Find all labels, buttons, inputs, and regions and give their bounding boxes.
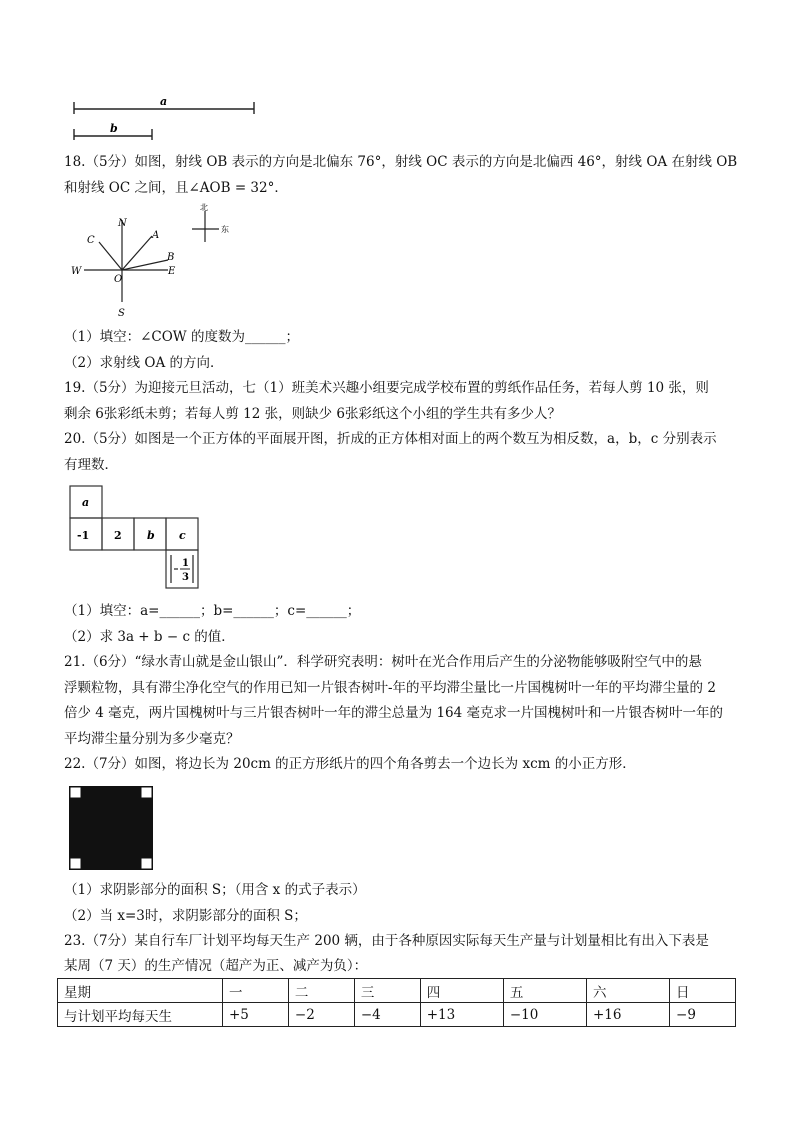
table-cell: 三 — [354, 979, 420, 1003]
compass-north-label: 北 — [200, 203, 208, 212]
table-cell: 二 — [288, 979, 354, 1003]
q20-line1: 20.（5分）如图是一个正方体的平面展开图，折成的正方体相对面上的两个数互为相反数，a，b，c 分别表示 — [64, 431, 717, 447]
label-C: C — [87, 235, 95, 246]
label-E: E — [168, 266, 176, 277]
table-cell: +16 — [586, 1003, 669, 1027]
cube-net-diagram — [68, 485, 208, 591]
net-abs-denominator: 3 — [182, 572, 189, 583]
q19-line1: 19.（5分）为迎接元旦活动，七（1）班美术兴趣小组要完成学校布置的剪纸作品任务，若每人剪 10 张，则 — [64, 380, 709, 396]
net-abs-numerator: 1 — [182, 558, 189, 569]
q21-line4: 平均滞尘量分别为多少毫克？ — [64, 731, 240, 747]
q21-line2: 浮颗粒物，具有滞尘净化空气的作用已知一片银杏树叶-年的平均滞尘量比一片国槐树叶一年的平均滞尘量的 2 — [64, 680, 716, 696]
table-cell: −2 — [288, 1003, 354, 1027]
q20-sub1: （1）填空：a=______；b=______；c=______； — [64, 603, 361, 619]
table-cell: +5 — [223, 1003, 289, 1027]
q21-line3: 倍少 4 毫克，两片国槐树叶与三片银杏树叶一年的滞尘总量为 164 毫克求一片国槐树叶和一片银杏树叶一年的 — [64, 705, 724, 721]
net-minus-one: -1 — [77, 529, 90, 542]
q19-line2: 剩余 6张彩纸未剪；若每人剪 12 张，则缺少 6张彩纸这个小组的学生共有多少人？ — [64, 406, 562, 422]
q20-sub2: （2）求 3a + b − c 的值． — [64, 629, 235, 645]
direction-diagram — [64, 198, 264, 324]
square-cut-diagram — [68, 785, 154, 871]
table-cell: −10 — [503, 1003, 586, 1027]
q21-line1: 21.（6分）“绿水青山就是金山银山”．科学研究表明：树叶在光合作用后产生的分泌物能够吸附空气中的悬 — [64, 654, 702, 670]
label-O: O — [114, 274, 123, 285]
segment-figure — [70, 92, 260, 142]
table-cell: 四 — [420, 979, 503, 1003]
table-cell: 六 — [586, 979, 669, 1003]
table-cell: 与计划平均每天生 — [58, 1003, 223, 1027]
label-W: W — [71, 266, 82, 277]
table-cell: −4 — [354, 1003, 420, 1027]
net-a: a — [82, 496, 90, 509]
q23-line1: 23.（7分）某自行车厂计划平均每天生产 200 辆，由于各种原因实际每天生产量与计划量相比有出入下表是 — [64, 933, 709, 949]
table-cell: 星期 — [58, 979, 223, 1003]
table-cell: −9 — [670, 1003, 736, 1027]
segment-b-label: b — [110, 122, 118, 135]
table-row — [58, 1003, 736, 1027]
q22-sub1: （1）求阴影部分的面积 S；（用含 x 的式子表示） — [64, 882, 366, 898]
table-cell: 五 — [503, 979, 586, 1003]
production-table — [57, 978, 736, 1027]
q18-line1: 18.（5分）如图，射线 OB 表示的方向是北偏东 76°，射线 OC 表示的方向是北偏西 46°，射线 OA 在射线 OB — [64, 154, 738, 170]
label-B: B — [167, 252, 175, 263]
segment-a-label: a — [160, 95, 168, 108]
q22-line1: 22.（7分）如图，将边长为 20cm 的正方形纸片的四个角各剪去一个边长为 xcm 的小正方形． — [64, 756, 636, 772]
net-c: c — [179, 529, 186, 542]
label-N: N — [118, 218, 127, 229]
q18-line2: 和射线 OC 之间，且∠AOB = 32°． — [64, 180, 288, 196]
q18-sub1: （1）填空：∠COW 的度数为______； — [64, 329, 299, 345]
table-cell: 日 — [670, 979, 736, 1003]
net-b: b — [147, 529, 155, 542]
table-cell: +13 — [420, 1003, 503, 1027]
q18-sub2: （2）求射线 OA 的方向． — [64, 355, 224, 371]
table-cell: 一 — [223, 979, 289, 1003]
compass-east-label: 东 — [221, 225, 229, 234]
label-A: A — [152, 230, 160, 241]
q20-line2: 有理数． — [64, 457, 118, 473]
q23-line2: 某周（7 天）的生产情况（超产为正、减产为负）： — [64, 958, 368, 974]
table-header-row — [58, 979, 736, 1003]
net-two: 2 — [114, 529, 122, 542]
label-S: S — [118, 308, 125, 319]
q22-sub2: （2）当 x=3时，求阴影部分的面积 S； — [64, 908, 307, 924]
